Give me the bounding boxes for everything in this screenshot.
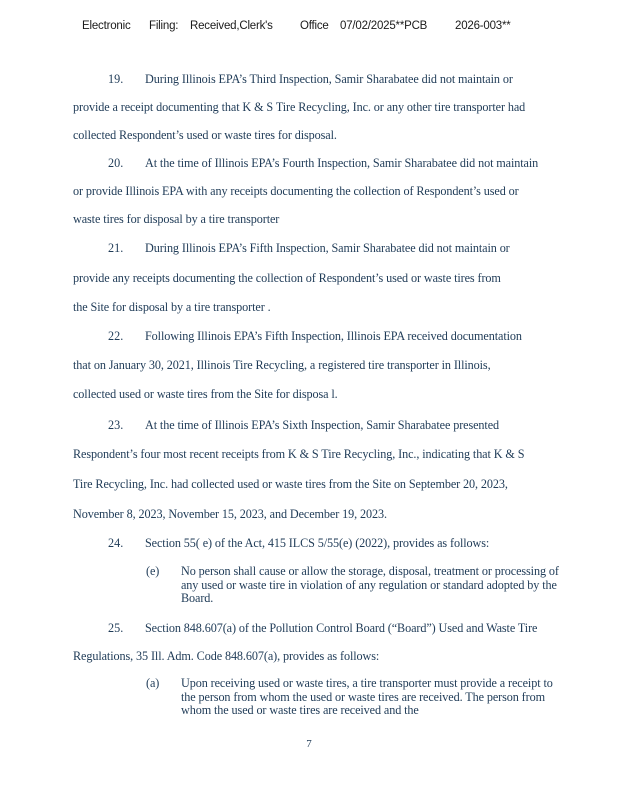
paragraph-line: that on January 30, 2021, Illinois Tire Recycling, a registered tire transporter in Illinois,	[73, 358, 491, 372]
header-office: Office	[300, 20, 329, 32]
paragraph-line: collected Respondent’s used or waste tires for disposal.	[73, 128, 337, 142]
header-docket: 2026-003**	[455, 20, 511, 32]
paragraph-line: Respondent’s four most recent receipts from K & S Tire Recycling, Inc., indicating that K & S	[73, 447, 525, 461]
paragraph-number: 19.	[108, 72, 124, 86]
block-quote: No person shall cause or allow the storage, disposal, treatment or processing of any used or waste tire in violation of any regulation or standard adopted by the Board.	[181, 564, 559, 605]
filing-stamp-header	[82, 20, 542, 36]
paragraph-line: the Site for disposal by a tire transporter .	[73, 300, 271, 314]
paragraph-line: At the time of Illinois EPA’s Sixth Inspection, Samir Sharabatee presented	[145, 418, 499, 432]
paragraph-line: Section 848.607(a) of the Pollution Control Board (“Board”) Used and Waste Tire	[145, 621, 538, 635]
paragraph-line: provide a receipt documenting that K & S Tire Recycling, Inc. or any other tire transporter had	[73, 100, 526, 114]
header-received: Received,Clerk's	[190, 20, 273, 32]
paragraph-line: Section 55( e) of the Act, 415 ILCS 5/55(e) (2022), provides as follows:	[145, 536, 490, 550]
paragraph-number: 20.	[108, 156, 124, 170]
header-filing: Filing:	[149, 20, 179, 32]
paragraph-line: At the time of Illinois EPA’s Fourth Inspection, Samir Sharabatee did not maintain	[145, 156, 539, 170]
paragraph-line: waste tires for disposal by a tire transporter	[73, 212, 280, 226]
paragraph-number: 25.	[108, 621, 124, 635]
quote-label: (e)	[146, 564, 160, 578]
paragraph-line: November 8, 2023, November 15, 2023, and December 19, 2023.	[73, 507, 387, 521]
paragraph-number: 23.	[108, 418, 124, 432]
paragraph-number: 21.	[108, 241, 124, 255]
paragraph-line: or provide Illinois EPA with any receipts documenting the collection of Respondent’s used or	[73, 184, 519, 198]
block-quote: Upon receiving used or waste tires, a tire transporter must provide a receipt to the person from whom the used or waste tires are received. The person from whom the used or waste tires are received and the	[181, 676, 553, 717]
quote-label: (a)	[146, 676, 160, 690]
paragraph-line: Regulations, 35 Ill. Adm. Code 848.607(a), provides as follows:	[73, 649, 380, 663]
paragraph-line: provide any receipts documenting the collection of Respondent’s used or waste tires from	[73, 271, 501, 285]
paragraph-line: During Illinois EPA’s Fifth Inspection, Samir Sharabatee did not maintain or	[145, 241, 510, 255]
header-electronic: Electronic	[82, 20, 131, 32]
paragraph-line: Following Illinois EPA’s Fifth Inspection, Illinois EPA received documentation	[145, 329, 522, 343]
paragraph-line: During Illinois EPA’s Third Inspection, Samir Sharabatee did not maintain or	[145, 72, 513, 86]
paragraph-line: collected used or waste tires from the Site for disposa l.	[73, 387, 338, 401]
paragraph-number: 24.	[108, 536, 124, 550]
paragraph-line: Tire Recycling, Inc. had collected used or waste tires from the Site on September 20, 2023,	[73, 477, 508, 491]
page-number: 7	[306, 738, 312, 750]
header-date: 07/02/2025**PCB	[340, 20, 428, 32]
paragraph-number: 22.	[108, 329, 124, 343]
